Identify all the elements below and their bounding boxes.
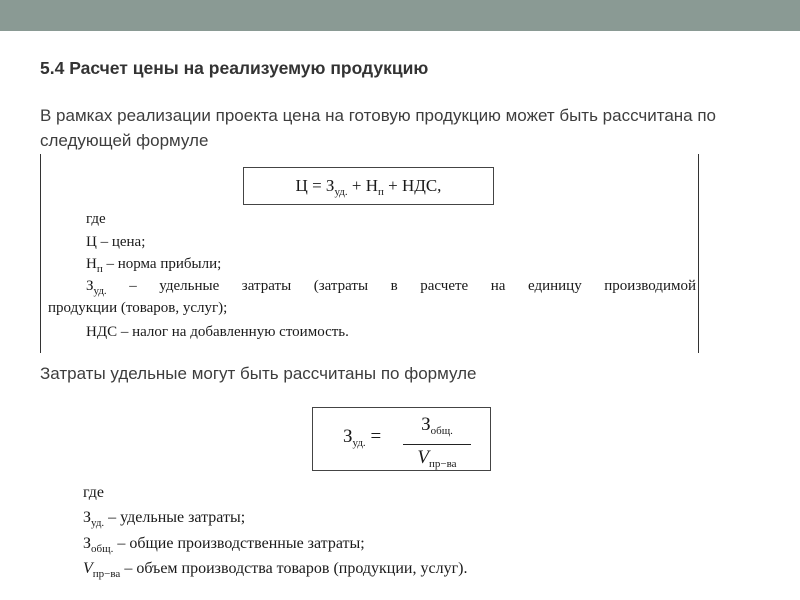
formula-vat-symbol: НДС, — [401, 176, 442, 195]
formula-plus: + — [347, 176, 366, 195]
total-cost-symbol: З — [83, 535, 92, 552]
formula-price-symbol: Ц — [295, 176, 308, 195]
formula2-lhs-subscript: уд. — [352, 437, 366, 449]
unit-cost-caption: Затраты удельные могут быть рассчитаны по формуле — [40, 364, 477, 383]
formula-cost-symbol: З — [325, 176, 335, 195]
formula2-lhs-symbol: З — [343, 426, 353, 447]
denominator-subscript: пр−ва — [429, 458, 457, 470]
total-cost-text: – общие производственные затраты; — [113, 535, 365, 552]
formula2-denominator — [403, 445, 471, 477]
numerator-subscript: общ. — [430, 425, 453, 437]
definition-where: где — [86, 211, 106, 227]
unit-cost-formula — [312, 407, 491, 471]
definition-vat: НДС – налог на добавленную стоимость. — [86, 324, 349, 340]
unit-cost-subscript: уд. — [93, 285, 107, 297]
definition-profit-rate — [86, 256, 221, 275]
slide-title: 5.4 Расчет цены на реализуемую продукцию — [40, 58, 429, 78]
formula-equals: = — [307, 176, 326, 195]
profit-subscript: п — [96, 263, 103, 275]
definition2-total-cost — [83, 535, 365, 555]
formula2-lhs — [343, 426, 381, 449]
denominator-symbol: V — [417, 447, 430, 468]
numerator-symbol: З — [421, 414, 431, 435]
formula2-equals: = — [365, 426, 382, 447]
definition-unit-cost-continued: продукции (товаров, услуг); — [48, 300, 228, 316]
intro-text: В рамках реализации проекта цена на готовую продукцию может быть рассчитана по следующей формуле — [40, 106, 717, 150]
top-banner — [0, 0, 800, 31]
volume-symbol: V — [83, 560, 93, 577]
unit-cost-subscript: уд. — [91, 517, 105, 529]
definition-price: Ц – цена; — [86, 234, 146, 250]
formula-profit-symbol: Н — [365, 176, 378, 195]
definition-unit-cost — [86, 278, 696, 297]
formula2-numerator — [403, 412, 471, 445]
definition2-unit-cost — [83, 509, 245, 529]
profit-symbol: Н — [86, 256, 97, 272]
unit-cost-text: – удельные затраты (затраты в расчете на единицу производимой — [106, 278, 696, 294]
volume-text: – объем производства товаров (продукции, услуг). — [120, 560, 468, 577]
unit-cost-symbol: З — [83, 509, 92, 526]
profit-text: – норма прибыли; — [102, 256, 222, 272]
price-formula — [243, 167, 494, 205]
total-cost-subscript: общ. — [91, 543, 114, 555]
formula-profit-subscript: п — [377, 186, 384, 198]
definition2-volume — [83, 560, 467, 580]
formula-plus: + — [383, 176, 402, 195]
unit-cost-symbol: З — [86, 278, 94, 294]
definition2-where: где — [83, 484, 105, 501]
volume-subscript: пр−ва — [92, 568, 121, 580]
unit-cost-text: – удельные затраты; — [104, 509, 246, 526]
formula2-fraction — [403, 412, 471, 477]
formula-cost-subscript: уд. — [334, 186, 348, 198]
